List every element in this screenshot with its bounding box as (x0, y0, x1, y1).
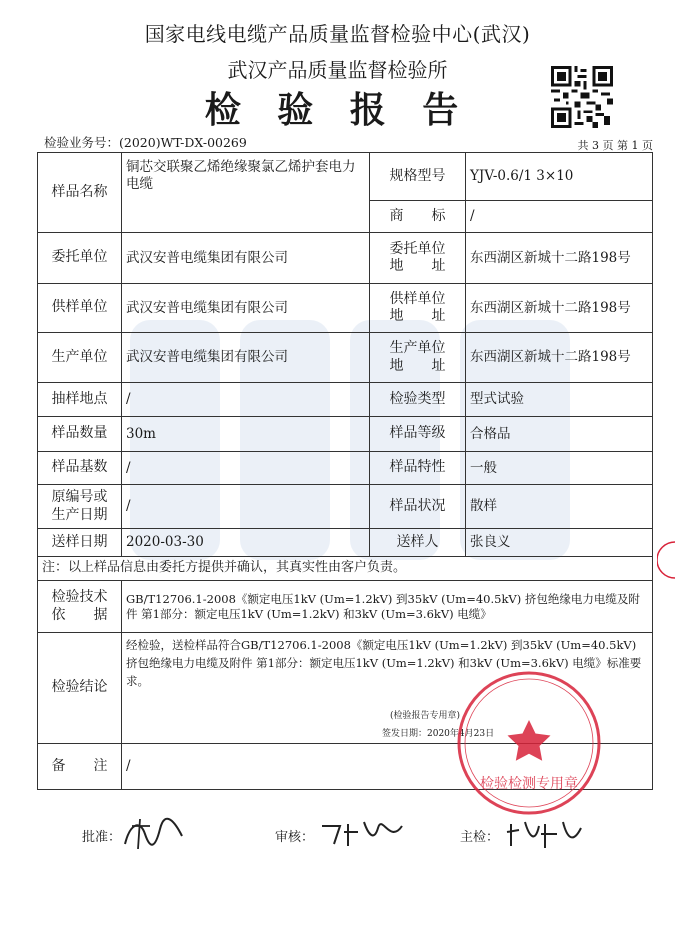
brand-value: / (466, 201, 653, 233)
basis-value: GB/T12706.1-2008《额定电压1kV (Um=1.2kV) 到35kV (Um=40.5kV) 挤包绝缘电力电缆及附件 第1部分：额定电压1kV (Um=1.2kV) 和3kV (Um=3.6kV) 电缆》 (122, 581, 653, 633)
property-value: 一般 (466, 452, 653, 485)
sender-label: 送样人 (370, 529, 466, 557)
client-address-label-line2: 地 址 (389, 258, 446, 274)
quantity-label: 样品数量 (38, 417, 122, 452)
client-value: 武汉安普电缆集团有限公司 (122, 233, 370, 284)
page-info: 共 3 页 第 1 页 (577, 139, 653, 152)
inspect-label: 主检： (460, 830, 500, 845)
orig-no-value: / (122, 485, 370, 529)
inspector-signature-icon (505, 814, 585, 854)
conclusion-label: 检验结论 (38, 633, 122, 744)
orig-no-label-line2: 生产日期 (51, 506, 108, 523)
producer-address: 东西湖区新城十二路198号 (466, 333, 653, 383)
qr-code-icon[interactable] (551, 66, 613, 128)
orig-no-label-line1: 原编号或 (51, 489, 108, 505)
base-label: 样品基数 (38, 452, 122, 485)
supplier-address: 东西湖区新城十二路198号 (466, 284, 653, 333)
producer-value: 武汉安普电缆集团有限公司 (122, 333, 370, 383)
quantity-value: 30m (122, 417, 370, 452)
spec-label: 规格型号 (370, 153, 466, 201)
grade-label: 样品等级 (370, 417, 466, 452)
business-number (44, 133, 247, 151)
basis-label-line2: 依 据 (51, 606, 108, 623)
review-label: 审核： (275, 830, 315, 845)
sender-value: 张良义 (466, 529, 653, 557)
condition-label: 样品状况 (370, 485, 466, 529)
approve-label: 批准： (82, 830, 122, 845)
grade-value: 合格品 (466, 417, 653, 452)
business-number-label: 检验业务号： (44, 135, 120, 150)
edge-seal-icon (657, 540, 675, 580)
supplier-label: 供样单位 (38, 284, 122, 333)
business-number-value: (2020)WT-DX-00269 (119, 135, 247, 150)
producer-address-label-line1: 生产单位 (389, 340, 446, 356)
send-date: 2020-03-30 (122, 529, 370, 557)
producer-address-label (370, 333, 466, 383)
remarks-label: 备 注 (38, 744, 122, 790)
test-type: 型式试验 (466, 383, 653, 417)
basis-label-line1: 检验技术 (51, 589, 108, 605)
send-date-label: 送样日期 (38, 529, 122, 557)
supplier-address-label-line2: 地 址 (389, 308, 446, 324)
conclusion-text: 经检验，送检样品符合GB/T12706.1-2008《额定电压1kV (Um=1.2kV) 到35kV (Um=40.5kV) 挤包绝缘电力电缆及附件 第1部分：额定电压1kV (Um=1.2kV) 和3kV (Um=3.6kV) 电缆》标准要求。 (126, 638, 642, 688)
supplier-address-label (370, 284, 466, 333)
sampling-site: / (122, 383, 370, 417)
seal-text: 检验检测专用章 (480, 776, 578, 792)
info-note: 注：以上样品信息由委托方提供并确认，其真实性由客户负责。 (38, 557, 653, 581)
remarks-value: / (122, 744, 653, 790)
client-address-label (370, 233, 466, 284)
official-seal-icon (454, 668, 604, 818)
test-type-label: 检验类型 (370, 383, 466, 417)
base-value: / (122, 452, 370, 485)
report-stamp-note: (检验报告专用章) (390, 711, 461, 721)
sign-date: 签发日期：2020年4月23日 (382, 729, 495, 739)
institute-name: 武汉产品质量监督检验所 (227, 58, 448, 82)
client-address-label-line1: 委托单位 (389, 240, 446, 257)
reviewer-signature-icon (318, 814, 408, 854)
center-name: 国家电线电缆产品质量监督检验中心(武汉) (144, 22, 531, 46)
condition-value: 散样 (466, 485, 653, 529)
spec-value: YJV-0.6/1 3×10 (466, 153, 653, 201)
client-label: 委托单位 (38, 233, 122, 284)
producer-address-label-line2: 地 址 (389, 357, 446, 374)
producer-label: 生产单位 (38, 333, 122, 383)
document-title: 检 验 报 告 (204, 89, 471, 131)
supplier-value: 武汉安普电缆集团有限公司 (122, 284, 370, 333)
orig-no-label (38, 485, 122, 529)
approver-signature-icon (120, 814, 190, 854)
brand-label: 商 标 (370, 201, 466, 233)
sample-name: 铜芯交联聚乙烯绝缘聚氯乙烯护套电力电缆 (122, 153, 370, 233)
property-label: 样品特性 (370, 452, 466, 485)
sample-name-label: 样品名称 (38, 153, 122, 233)
client-address: 东西湖区新城十二路198号 (466, 233, 653, 284)
supplier-address-label-line1: 供样单位 (389, 290, 446, 307)
basis-label (38, 581, 122, 633)
sampling-site-label: 抽样地点 (38, 383, 122, 417)
